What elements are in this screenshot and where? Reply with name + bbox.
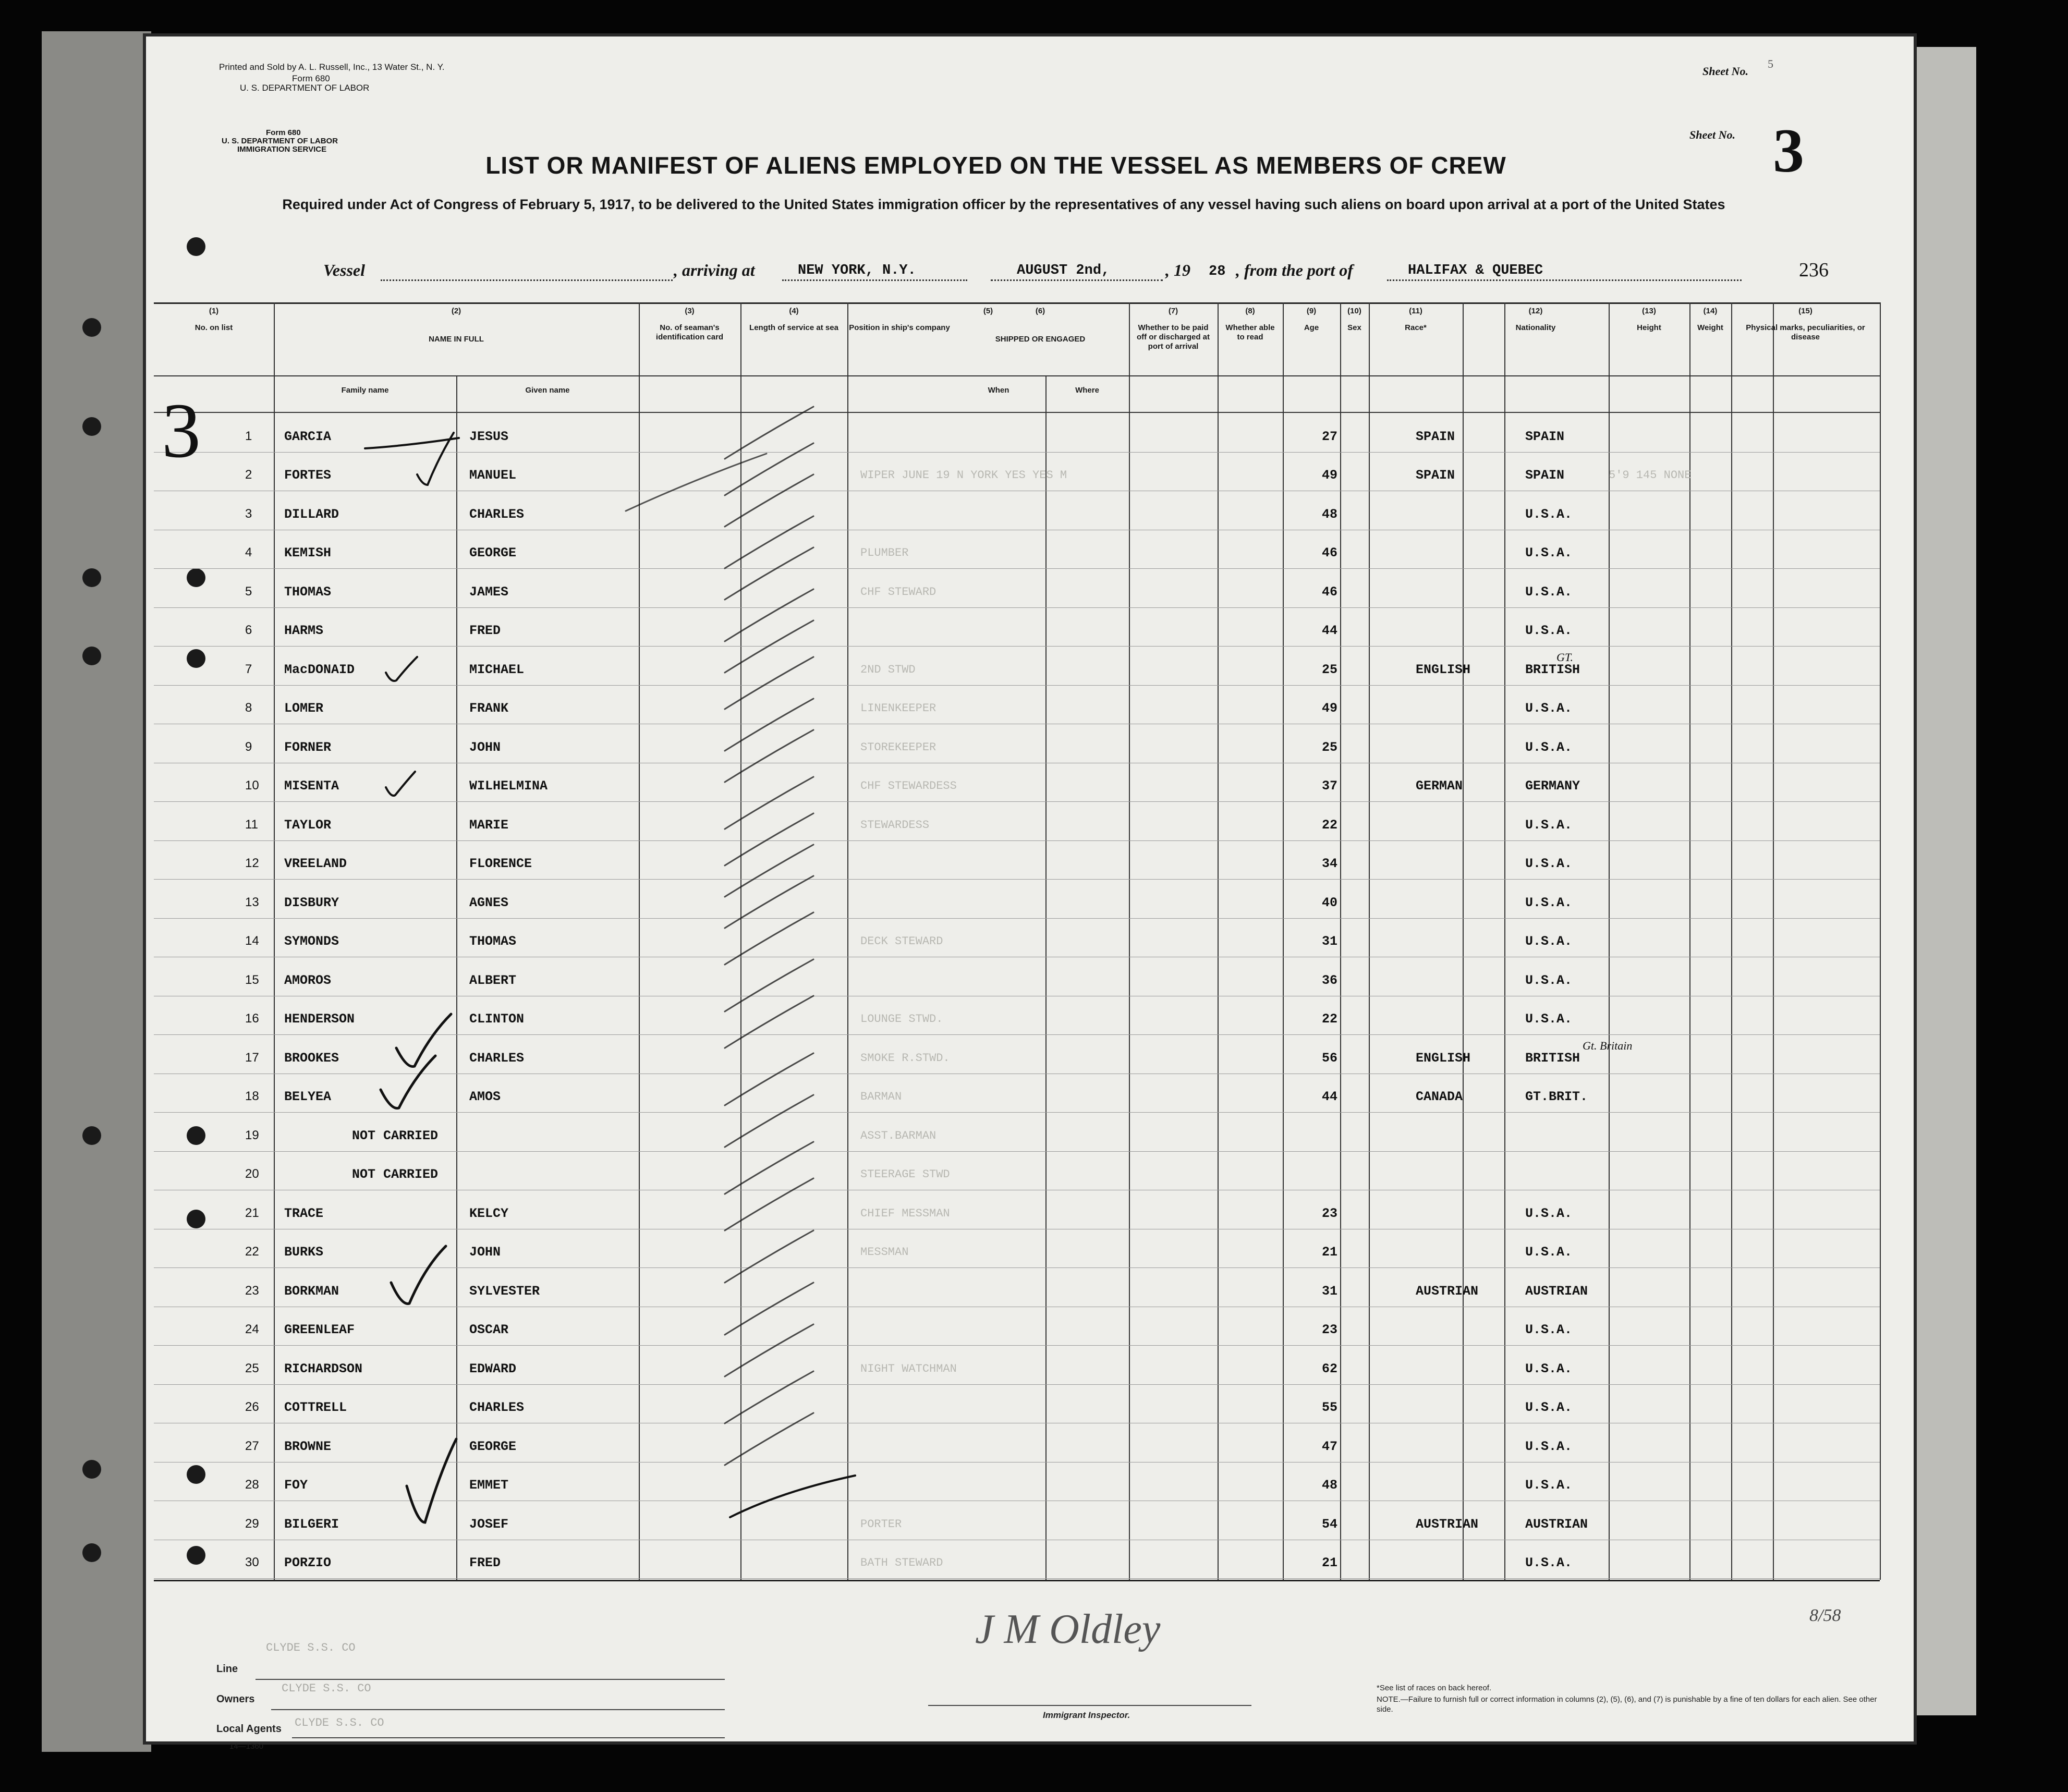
nationality: AUSTRIAN bbox=[1525, 1283, 1588, 1299]
column-number: (15) bbox=[1798, 307, 1812, 315]
given-name: CLINTON bbox=[469, 1011, 525, 1027]
given-name: JESUS bbox=[469, 429, 509, 444]
sheet-value-top: 5 bbox=[1768, 57, 1773, 70]
bleed-through-text: LINENKEEPER bbox=[860, 702, 936, 715]
row-number: 1 bbox=[245, 429, 252, 443]
nationality: U.S.A. bbox=[1525, 895, 1573, 910]
service-stroke bbox=[725, 1095, 813, 1147]
row-number: 23 bbox=[245, 1283, 259, 1298]
column-header: Sex bbox=[1347, 323, 1361, 332]
family-name: HARMS bbox=[284, 623, 324, 638]
given-name: CHARLES bbox=[469, 1050, 525, 1066]
row-number: 7 bbox=[245, 662, 252, 676]
subcolumn-header: Where bbox=[1075, 386, 1099, 395]
age: 48 bbox=[1322, 506, 1338, 522]
nationality: U.S.A. bbox=[1525, 1205, 1573, 1221]
given-name: WILHELMINA bbox=[469, 778, 548, 794]
family-name: DILLARD bbox=[284, 506, 339, 522]
family-name: COTTRELL bbox=[284, 1400, 347, 1415]
column-number: (9) bbox=[1306, 307, 1317, 315]
nationality: U.S.A. bbox=[1525, 1555, 1573, 1570]
service-stroke bbox=[725, 1324, 813, 1376]
arriving-label: , arriving at bbox=[674, 261, 755, 279]
column-number: (10) bbox=[1347, 307, 1361, 315]
check-mark bbox=[407, 1439, 456, 1522]
vessel-label: Vessel bbox=[323, 261, 365, 279]
age: 31 bbox=[1322, 934, 1338, 949]
arrival-date: AUGUST 2nd, bbox=[1017, 263, 1110, 278]
family-name: BILGERI bbox=[284, 1516, 339, 1532]
printer-imprint: Printed and Sold by A. L. Russell, Inc., 13 Water St., N. Y. bbox=[219, 62, 445, 72]
service-stroke bbox=[725, 1053, 813, 1105]
form-number-top: Form 680 bbox=[292, 74, 330, 83]
row-number: 30 bbox=[245, 1555, 259, 1569]
race: SPAIN bbox=[1416, 468, 1455, 483]
bleed-through-text: NIGHT WATCHMAN bbox=[860, 1362, 957, 1375]
given-name: MICHAEL bbox=[469, 662, 525, 677]
nationality: U.S.A. bbox=[1525, 1245, 1573, 1260]
column-header: Whether able to read bbox=[1225, 323, 1275, 342]
from-port-label: , from the port of bbox=[1236, 261, 1353, 279]
nationality: SPAIN bbox=[1525, 429, 1565, 444]
service-stroke bbox=[725, 516, 813, 568]
nationality: U.S.A. bbox=[1525, 1011, 1573, 1027]
service-stroke bbox=[725, 1230, 813, 1283]
family-name: VREELAND bbox=[284, 856, 347, 871]
age: 22 bbox=[1322, 1011, 1338, 1027]
column-number: (7) bbox=[1168, 307, 1178, 315]
given-name: FRANK bbox=[469, 701, 509, 716]
sheet-label: Sheet No. bbox=[1689, 128, 1735, 141]
column-number: (2) bbox=[451, 307, 461, 315]
row-number: 6 bbox=[245, 623, 252, 637]
family-name: TRACE bbox=[284, 1205, 324, 1221]
row-number: 28 bbox=[245, 1478, 259, 1492]
race: GERMAN bbox=[1416, 778, 1463, 794]
age: 23 bbox=[1322, 1205, 1338, 1221]
row-number: 8 bbox=[245, 701, 252, 715]
age: 34 bbox=[1322, 856, 1338, 871]
subcolumn-header: Family name bbox=[341, 386, 389, 395]
given-name: AGNES bbox=[469, 895, 509, 910]
column-header: No. of seaman's identification card bbox=[655, 323, 724, 342]
year-suffix: 28 bbox=[1209, 264, 1226, 279]
bleed-through-text: STEERAGE STWD bbox=[860, 1168, 950, 1181]
column-header: Position in ship's company bbox=[849, 323, 950, 332]
nationality: U.S.A. bbox=[1525, 856, 1573, 871]
age: 55 bbox=[1322, 1400, 1338, 1415]
department-name: U. S. DEPARTMENT OF LABOR bbox=[222, 137, 338, 145]
nationality: U.S.A. bbox=[1525, 506, 1573, 522]
age: 31 bbox=[1322, 1283, 1338, 1299]
given-name: EDWARD bbox=[469, 1361, 517, 1376]
family-name: SYMONDS bbox=[284, 934, 339, 949]
given-name: CHARLES bbox=[469, 1400, 525, 1415]
bleed-through-text: 5'9 145 NONE bbox=[1609, 469, 1692, 482]
line-label: Line bbox=[216, 1663, 238, 1675]
form-number: Form 680 bbox=[266, 128, 301, 137]
sheet-fraction: 8/58 bbox=[1809, 1606, 1841, 1625]
row-number: 29 bbox=[245, 1516, 259, 1531]
agents-label: Local Agents bbox=[216, 1723, 282, 1735]
given-name: EMMET bbox=[469, 1478, 509, 1493]
nationality: U.S.A. bbox=[1525, 739, 1573, 755]
row-number: 10 bbox=[245, 778, 259, 793]
penalty-note: NOTE.—Failure to furnish full or correct information in columns (2), (5), (6), and (7) is punishable by a fine of ten dollars for each alien. See other side. bbox=[1377, 1695, 1877, 1714]
family-name: GREENLEAF bbox=[284, 1322, 355, 1337]
nationality: BRITISH bbox=[1525, 662, 1580, 677]
row-number: 24 bbox=[245, 1322, 259, 1336]
bleed-through-text: 2ND STWD bbox=[860, 663, 916, 676]
race: AUSTRIAN bbox=[1416, 1516, 1479, 1532]
family-name: LOMER bbox=[284, 701, 324, 716]
service-stroke bbox=[725, 547, 813, 600]
bleed-through-text: WIPER JUNE 19 N YORK YES YES M bbox=[860, 469, 1067, 482]
bleed-through-text: MESSMAN bbox=[860, 1246, 909, 1259]
family-name: MISENTA bbox=[284, 778, 339, 794]
given-name: GEORGE bbox=[469, 545, 517, 560]
service-stroke bbox=[725, 1413, 813, 1465]
sheet-label-top: Sheet No. bbox=[1702, 65, 1748, 78]
row-number: 9 bbox=[245, 739, 252, 754]
form-code: 14—1360 bbox=[229, 1742, 264, 1751]
given-name: FLORENCE bbox=[469, 856, 532, 871]
race: ENGLISH bbox=[1416, 1050, 1471, 1066]
given-name: FRED bbox=[469, 623, 501, 638]
bleed-through-text: CHF STEWARD bbox=[860, 585, 936, 599]
column-header: No. on list bbox=[194, 323, 233, 332]
given-name: FRED bbox=[469, 1555, 501, 1570]
column-header: Whether to be paid off or discharged at port of arrival bbox=[1136, 323, 1210, 351]
age: 36 bbox=[1322, 972, 1338, 988]
family-name: BORKMAN bbox=[284, 1283, 339, 1299]
nationality: U.S.A. bbox=[1525, 1439, 1573, 1454]
bleed-through-text: PORTER bbox=[860, 1517, 902, 1531]
nationality: U.S.A. bbox=[1525, 972, 1573, 988]
age: 48 bbox=[1322, 1478, 1338, 1493]
bleed-through-text: BARMAN bbox=[860, 1090, 902, 1103]
given-name: JOHN bbox=[469, 739, 501, 755]
age: 37 bbox=[1322, 778, 1338, 794]
check-mark bbox=[391, 1246, 446, 1304]
age: 23 bbox=[1322, 1322, 1338, 1337]
handwritten-correction: Gt. Britain bbox=[1583, 1039, 1633, 1052]
nationality: U.S.A. bbox=[1525, 1361, 1573, 1376]
bleed-through-text: DECK STEWARD bbox=[860, 935, 943, 948]
page-title: LIST OR MANIFEST OF ALIENS EMPLOYED ON THE VESSEL AS MEMBERS OF CREW bbox=[485, 152, 1506, 179]
bleed-through-text: SMOKE R.STWD. bbox=[860, 1051, 950, 1065]
column-number: (6) bbox=[1035, 307, 1045, 315]
given-name: JAMES bbox=[469, 584, 509, 600]
service-stroke bbox=[725, 474, 813, 527]
department-top: U. S. DEPARTMENT OF LABOR bbox=[240, 83, 370, 93]
family-name: DISBURY bbox=[284, 895, 339, 910]
family-name: AMOROS bbox=[284, 972, 332, 988]
given-name: GEORGE bbox=[469, 1439, 517, 1454]
nationality: U.S.A. bbox=[1525, 701, 1573, 716]
row-number: 21 bbox=[245, 1205, 259, 1220]
column-number: (13) bbox=[1642, 307, 1656, 315]
column-number: (11) bbox=[1409, 307, 1422, 315]
nationality: U.S.A. bbox=[1525, 584, 1573, 600]
column-header: Height bbox=[1637, 323, 1661, 332]
row-number: 22 bbox=[245, 1245, 259, 1259]
row-number: 11 bbox=[245, 817, 258, 832]
given-name: ALBERT bbox=[469, 972, 517, 988]
bleed-through-text: PLUMBER bbox=[860, 546, 909, 559]
age: 44 bbox=[1322, 623, 1338, 638]
nationality: U.S.A. bbox=[1525, 1400, 1573, 1415]
family-name: BROOKES bbox=[284, 1050, 339, 1066]
race: AUSTRIAN bbox=[1416, 1283, 1479, 1299]
page-subtitle: Required under Act of Congress of February 5, 1917, to be delivered to the United States immigration officer by the representatives of any vessel having such aliens on board upon arrival at a port of the United States bbox=[282, 197, 1725, 212]
column-header: SHIPPED OR ENGAGED bbox=[995, 335, 1086, 344]
family-name: PORZIO bbox=[284, 1555, 332, 1570]
row-number: 13 bbox=[245, 895, 259, 909]
check-mark bbox=[386, 772, 415, 796]
column-header: Age bbox=[1304, 323, 1319, 332]
row-number: 18 bbox=[245, 1089, 259, 1103]
service-name: IMMIGRATION SERVICE bbox=[237, 145, 327, 154]
row-number: 15 bbox=[245, 972, 259, 987]
family-name: NOT CARRIED bbox=[352, 1167, 439, 1182]
age: 44 bbox=[1322, 1089, 1338, 1104]
sheet-number-handwritten: 3 bbox=[1773, 116, 1804, 185]
row-number: 14 bbox=[245, 934, 259, 948]
page-number: 236 bbox=[1799, 259, 1829, 281]
service-stroke bbox=[725, 699, 813, 751]
row-number: 3 bbox=[245, 506, 252, 521]
service-stroke bbox=[725, 730, 813, 782]
column-header: Physical marks, peculiarities, or disease bbox=[1746, 323, 1865, 342]
column-number: (5) bbox=[983, 307, 993, 315]
line-value: CLYDE S.S. CO bbox=[266, 1641, 356, 1654]
row-number: 20 bbox=[245, 1167, 259, 1181]
given-name: OSCAR bbox=[469, 1322, 509, 1337]
nationality: BRITISH bbox=[1525, 1050, 1580, 1066]
subcolumn-header: Given name bbox=[525, 386, 570, 395]
margin-handwritten-number: 3 bbox=[162, 387, 201, 474]
nationality: U.S.A. bbox=[1525, 623, 1573, 638]
bleed-through-text: BATH STEWARD bbox=[860, 1556, 943, 1569]
nationality: U.S.A. bbox=[1525, 817, 1573, 833]
agents-value: CLYDE S.S. CO bbox=[295, 1716, 384, 1729]
column-number: (3) bbox=[685, 307, 695, 315]
inspector-label: Immigrant Inspector. bbox=[1043, 1710, 1130, 1720]
nationality: U.S.A. bbox=[1525, 1322, 1573, 1337]
age: 21 bbox=[1322, 1245, 1338, 1260]
subcolumn-header: When bbox=[988, 386, 1009, 395]
age: 49 bbox=[1322, 468, 1338, 483]
column-header: Race* bbox=[1405, 323, 1427, 332]
column-number: (4) bbox=[789, 307, 799, 315]
age: 47 bbox=[1322, 1439, 1338, 1454]
bleed-through-text: STEWARDESS bbox=[860, 818, 930, 832]
family-name: KEMISH bbox=[284, 545, 332, 560]
row-number: 19 bbox=[245, 1128, 259, 1142]
inspector-signature: J M Oldley bbox=[975, 1606, 1161, 1652]
family-name: BROWNE bbox=[284, 1439, 332, 1454]
row-number: 5 bbox=[245, 584, 252, 599]
column-number: (1) bbox=[209, 307, 219, 315]
family-name: THOMAS bbox=[284, 584, 332, 600]
owners-value: CLYDE S.S. CO bbox=[282, 1682, 371, 1695]
given-name: CHARLES bbox=[469, 506, 525, 522]
given-name: KELCY bbox=[469, 1205, 509, 1221]
age: 56 bbox=[1322, 1050, 1338, 1066]
age: 46 bbox=[1322, 545, 1338, 560]
service-stroke bbox=[725, 845, 813, 897]
given-name: AMOS bbox=[469, 1089, 501, 1104]
given-name: JOSEF bbox=[469, 1516, 509, 1532]
service-stroke bbox=[725, 589, 813, 641]
check-mark bbox=[386, 657, 417, 681]
column-header: Length of service at sea bbox=[749, 323, 838, 332]
column-number: (14) bbox=[1703, 307, 1718, 315]
age: 54 bbox=[1322, 1516, 1338, 1532]
bleed-through-text: CHF STEWARDESS bbox=[860, 779, 957, 793]
age: 25 bbox=[1322, 739, 1338, 755]
nationality: GT.BRIT. bbox=[1525, 1089, 1588, 1104]
age: 27 bbox=[1322, 429, 1338, 444]
row-number: 27 bbox=[245, 1439, 259, 1453]
nationality: SPAIN bbox=[1525, 468, 1565, 483]
nationality: U.S.A. bbox=[1525, 545, 1573, 560]
column-header: NAME IN FULL bbox=[429, 335, 484, 344]
age: 49 bbox=[1322, 701, 1338, 716]
family-name: BURKS bbox=[284, 1245, 324, 1260]
family-name: FORTES bbox=[284, 468, 332, 483]
age: 40 bbox=[1322, 895, 1338, 910]
column-number: (8) bbox=[1245, 307, 1255, 315]
age: 22 bbox=[1322, 817, 1338, 833]
age: 62 bbox=[1322, 1361, 1338, 1376]
row-number: 25 bbox=[245, 1361, 259, 1375]
family-name: BELYEA bbox=[284, 1089, 332, 1104]
service-stroke bbox=[725, 1283, 813, 1335]
races-note: *See list of races on back hereof. bbox=[1377, 1684, 1492, 1692]
given-name: SYLVESTER bbox=[469, 1283, 540, 1299]
age: 21 bbox=[1322, 1555, 1338, 1570]
family-name: TAYLOR bbox=[284, 817, 332, 833]
given-name: THOMAS bbox=[469, 934, 517, 949]
given-name: MANUEL bbox=[469, 468, 517, 483]
race: ENGLISH bbox=[1416, 662, 1471, 677]
arrival-port: NEW YORK, N.Y. bbox=[798, 263, 916, 278]
family-name: FORNER bbox=[284, 739, 332, 755]
family-name: RICHARDSON bbox=[284, 1361, 363, 1376]
nationality: AUSTRIAN bbox=[1525, 1516, 1588, 1532]
column-header: Nationality bbox=[1515, 323, 1556, 332]
family-name: GARCIA bbox=[284, 429, 332, 444]
row-number: 12 bbox=[245, 856, 259, 870]
check-mark bbox=[396, 1014, 451, 1067]
handwritten-correction: GT. bbox=[1556, 650, 1573, 664]
family-name: HENDERSON bbox=[284, 1011, 355, 1027]
race: CANADA bbox=[1416, 1089, 1463, 1104]
row-number: 17 bbox=[245, 1050, 259, 1065]
bleed-through-text: STOREKEEPER bbox=[860, 740, 936, 754]
owners-label: Owners bbox=[216, 1693, 255, 1705]
column-number: (12) bbox=[1528, 307, 1543, 315]
age: 46 bbox=[1322, 584, 1338, 600]
given-name: MARIE bbox=[469, 817, 509, 833]
bleed-through-text: ASST.BARMAN bbox=[860, 1129, 936, 1142]
family-name: NOT CARRIED bbox=[352, 1128, 439, 1143]
bleed-through-text: LOUNGE STWD. bbox=[860, 1013, 943, 1026]
nationality: U.S.A. bbox=[1525, 934, 1573, 949]
age: 25 bbox=[1322, 662, 1338, 677]
row-number: 16 bbox=[245, 1011, 259, 1026]
family-name: FOY bbox=[284, 1478, 308, 1493]
service-stroke bbox=[725, 1371, 813, 1423]
family-name: MacDONAID bbox=[284, 662, 355, 677]
row-number: 4 bbox=[245, 545, 252, 559]
column-header: Weight bbox=[1697, 323, 1723, 332]
nationality: U.S.A. bbox=[1525, 1478, 1573, 1493]
service-stroke bbox=[730, 1476, 855, 1517]
given-name: JOHN bbox=[469, 1245, 501, 1260]
row-number: 26 bbox=[245, 1400, 259, 1414]
row-number: 2 bbox=[245, 468, 252, 482]
bleed-through-text: CHIEF MESSMAN bbox=[860, 1206, 950, 1220]
nationality: GERMANY bbox=[1525, 778, 1580, 794]
race: SPAIN bbox=[1416, 429, 1455, 444]
from-port: HALIFAX & QUEBEC bbox=[1408, 263, 1543, 278]
year-prefix: , 19 bbox=[1165, 261, 1190, 279]
